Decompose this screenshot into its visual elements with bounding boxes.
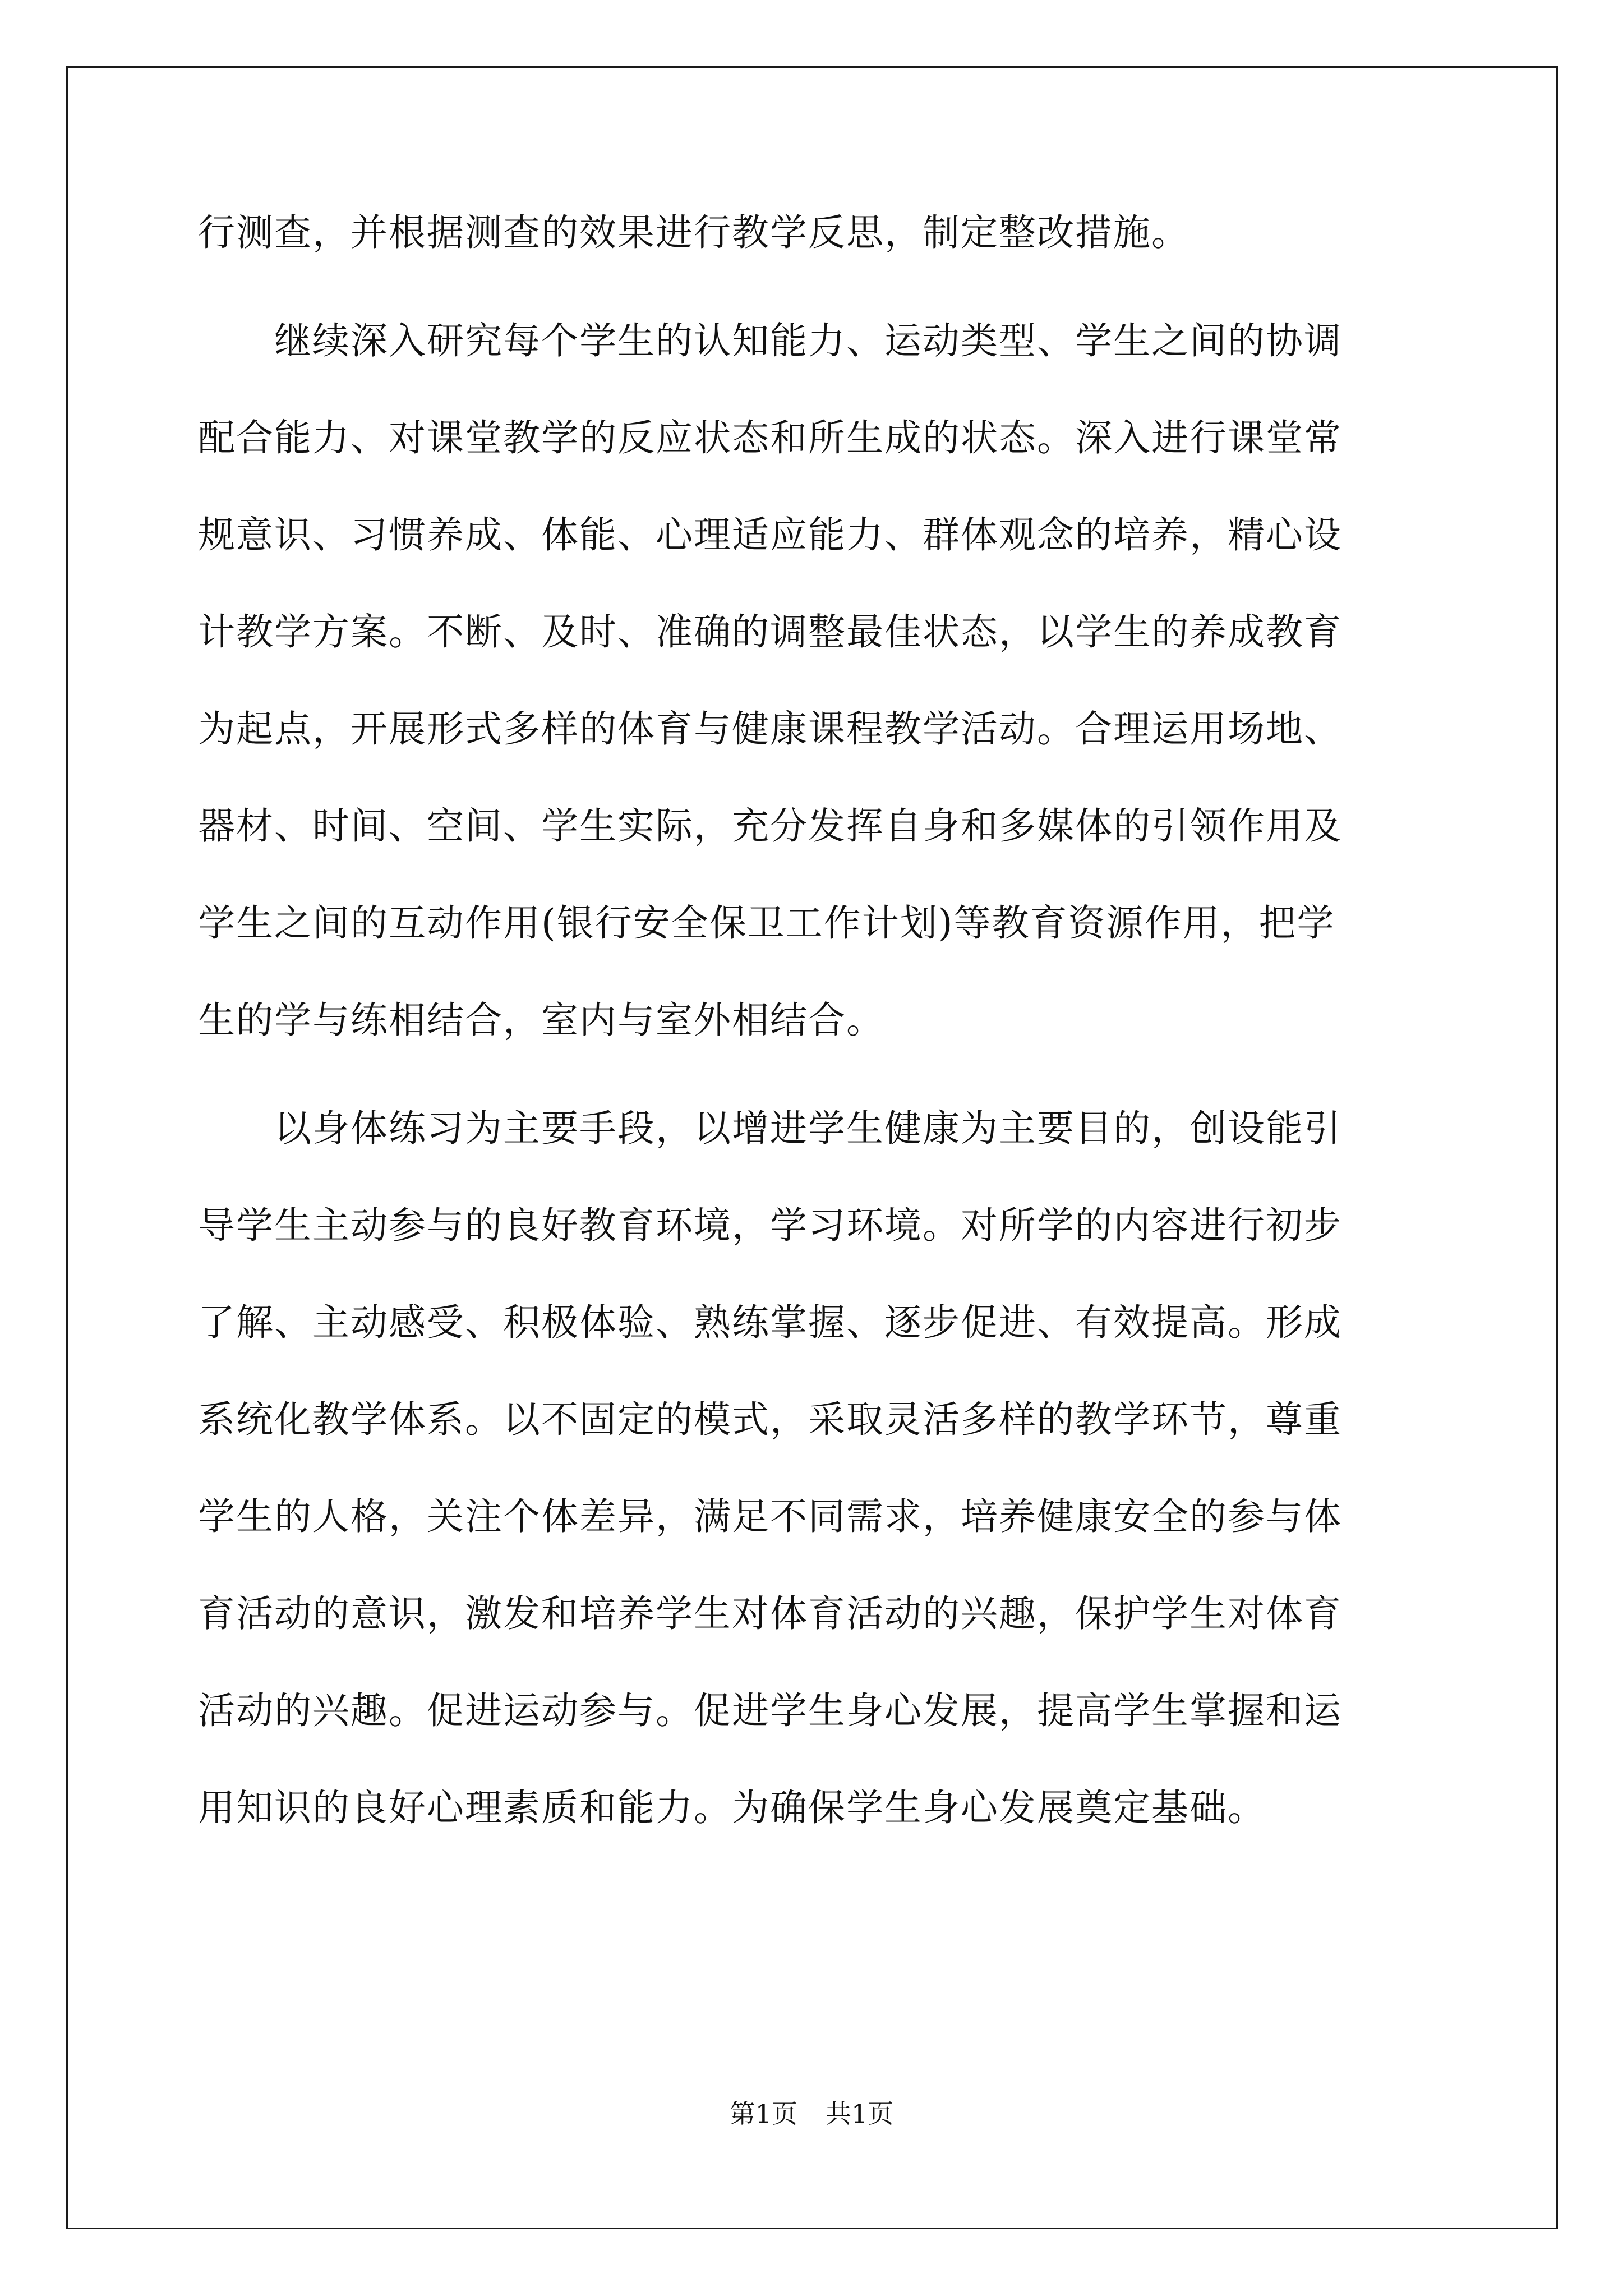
text-line: 生的学与练相结合，室内与室外相结合。 bbox=[198, 999, 884, 1042]
page-number: 第1页 bbox=[729, 2099, 797, 2129]
text-line: 配合能力、对课堂教学的反应状态和所生成的状态。深入进行课堂常 bbox=[198, 416, 1342, 459]
text-line: 为起点，开展形式多样的体育与健康课程教学活动。合理运用场地、 bbox=[198, 707, 1342, 751]
text-line: 用知识的良好心理素质和能力。为确保学生身心发展奠定基础。 bbox=[198, 1786, 1266, 1829]
text-line: 学生之间的互动作用(银行安全保卫工作计划)等教育资源作用，把学 bbox=[198, 901, 1335, 945]
text-line: 以身体练习为主要手段，以增进学生健康为主要目的，创设能引 bbox=[198, 1107, 1342, 1150]
page-total: 共1页 bbox=[826, 2099, 894, 2129]
text-line: 导学生主动参与的良好教育环境，学习环境。对所学的内容进行初步 bbox=[198, 1204, 1342, 1247]
text-line: 计教学方案。不断、及时、准确的调整最佳状态，以学生的养成教育 bbox=[198, 610, 1342, 654]
page-footer bbox=[0, 2097, 1623, 2131]
text-line: 学生的人格，关注个体差异，满足不同需求，培养健康安全的参与体 bbox=[198, 1495, 1342, 1538]
text-line: 器材、时间、空间、学生实际，充分发挥自身和多媒体的引领作用及 bbox=[198, 804, 1342, 848]
text-line: 育活动的意识，激发和培养学生对体育活动的兴趣，保护学生对体育 bbox=[198, 1592, 1342, 1635]
text-line: 规意识、习惯养成、体能、心理适应能力、群体观念的培养，精心设 bbox=[198, 513, 1342, 556]
text-line: 行测查，并根据测查的效果进行教学反思，制定整改措施。 bbox=[198, 211, 1189, 254]
text-line: 活动的兴趣。促进运动参与。促进学生身心发展，提高学生掌握和运 bbox=[198, 1689, 1342, 1732]
text-line: 系统化教学体系。以不固定的模式，采取灵活多样的教学环节，尊重 bbox=[198, 1398, 1342, 1441]
text-line: 了解、主动感受、积极体验、熟练掌握、逐步促进、有效提高。形成 bbox=[198, 1301, 1342, 1344]
text-line: 继续深入研究每个学生的认知能力、运动类型、学生之间的协调 bbox=[198, 319, 1342, 362]
